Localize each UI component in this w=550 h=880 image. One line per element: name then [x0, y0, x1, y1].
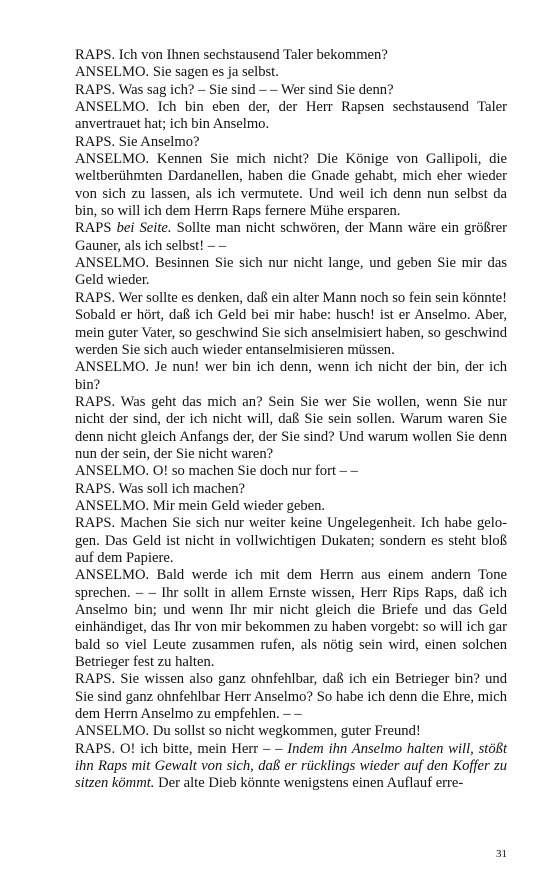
dialogue-paragraph: [75, 394, 507, 463]
dialogue-paragraph: [75, 47, 507, 64]
dialogue-text: RAPS. Sie wissen also ganz ohnfehlbar, daß ich ein Betrieger bin? und Sie sind ganz ohnfehlbar Herr Anselmo? So habe ich denn die Ehre, mich dem Herrn Anselmo zu empfehlen. – –: [75, 671, 507, 723]
dialogue-text: RAPS. Was sag ich? – Sie sind – – Wer sind Sie denn?: [75, 81, 394, 98]
dialogue-text: RAPS. Sie Anselmo?: [75, 133, 200, 150]
dialogue-paragraph: [75, 99, 507, 134]
text-block: [75, 47, 507, 793]
dialogue-text: ANSELMO. Sie sagen es ja selbst.: [75, 64, 279, 81]
dialogue-text: RAPS. Ich von Ihnen sechstausend Taler bekommen?: [75, 47, 388, 63]
stage-direction: bei Seite.: [116, 220, 172, 237]
dialogue-paragraph: [75, 82, 507, 99]
dialogue-text: RAPS. O! ich bitte, mein Herr – –: [75, 740, 288, 757]
dialogue-text: RAPS. Machen Sie sich nur weiter keine Ungelegenheit. Ich habe gelogen. Das Geld ist nicht in vollwichtigen Dukaten; sondern es steht bloß auf dem Papiere.: [75, 515, 507, 566]
dialogue-paragraph: [75, 359, 507, 394]
dialogue-text: ANSELMO. Ich bin eben der, der Herr Rapsen sechstausend Taler anvertrauet hat; ich bin Anselmo.: [75, 99, 507, 133]
dialogue-text: Der alte Dieb könnte wenigstens einen Auflauf erre-: [154, 775, 464, 792]
dialogue-paragraph: [75, 741, 507, 793]
dialogue-paragraph: [75, 463, 507, 480]
dialogue-paragraph: [75, 134, 507, 151]
dialogue-paragraph: [75, 64, 507, 81]
dialogue-text: ANSELMO. Je nun! wer bin ich denn, wenn ich nicht der bin, der ich bin?: [75, 359, 507, 393]
dialogue-paragraph: [75, 723, 507, 740]
dialogue-paragraph: [75, 290, 507, 359]
dialogue-text: RAPS. Wer sollte es denken, daß ein alter Mann noch so fein sein könnte! Sobald er hört, daß ich Geld bei mir habe: husch! ist er Anselmo. Aber, mein guter Vater, so geschwind Sie sich anselmisiert haben, so geschwind werden Sie sich auch wieder entanselmisieren müssen.: [75, 289, 507, 358]
dialogue-text: RAPS. Was soll ich machen?: [75, 480, 246, 497]
dialogue-text: ANSELMO. O! so machen Sie doch nur fort – –: [75, 463, 358, 480]
dialogue-text: ANSELMO. Bald werde ich mit dem Herrn aus einem andern Tone sprechen. – – Ihr sollt in allem Ernste wissen, Herr Rips Raps, daß ich Anselmo bin; und wenn Ihr mir nicht gleich die Briefe und das Geld einhändiget, das Ihr von mir bekommen zu haben vorgebt: so will ich gar bald so viel Leute zusammen rufen, als nötig sein wird, einen solchen Betrieger fest zu halten.: [75, 567, 507, 671]
dialogue-text: ANSELMO. Besinnen Sie sich nur nicht lange, und geben Sie mir das Geld wieder.: [75, 255, 507, 289]
dialogue-paragraph: [75, 255, 507, 290]
dialogue-paragraph: [75, 220, 507, 255]
stage-direction: Indem ihn Anselmo halten will, stößt ihn Raps mit Gewalt von sich, daß er rücklings wieder auf den Koffer zu sitzen kömmt.: [75, 740, 507, 792]
page-number: 31: [496, 848, 507, 860]
dialogue-paragraph: [75, 481, 507, 498]
dialogue-paragraph: [75, 515, 507, 567]
dialogue-paragraph: [75, 671, 507, 723]
dialogue-paragraph: [75, 151, 507, 220]
dialogue-text: RAPS: [75, 220, 117, 237]
dialogue-text: ANSELMO. Du sollst so nicht wegkommen, guter Freund!: [75, 723, 421, 740]
dialogue-text: ANSELMO. Kennen Sie mich nicht? Die Könige von Gallipoli, die weltberühmten Dardanellen, haben die Gnade gehabt, mich eher wieder von sich zu lassen, als ich vermutete. Und weil ich denn nun selbst da bin, so will ich dem Herrn Raps fernere Mühe ersparen.: [75, 151, 507, 220]
dialogue-text: ANSELMO. Mir mein Geld wieder geben.: [75, 497, 326, 514]
dialogue-paragraph: [75, 498, 507, 515]
dialogue-paragraph: [75, 567, 507, 671]
dialogue-text: RAPS. Was geht das mich an? Sein Sie wer Sie wollen, wenn Sie nur nicht der sind, der ich nicht will, daß Sie sein sollen. Warum waren Sie denn nicht gleich Anfangs der, der Sie sind? Und warum wollen Sie denn nun der sein, der Sie nicht waren?: [75, 393, 507, 462]
dialogue-text: Sollte man nicht schwören, der Mann wäre ein größrer Gauner, als ich selbst! – –: [75, 220, 507, 254]
